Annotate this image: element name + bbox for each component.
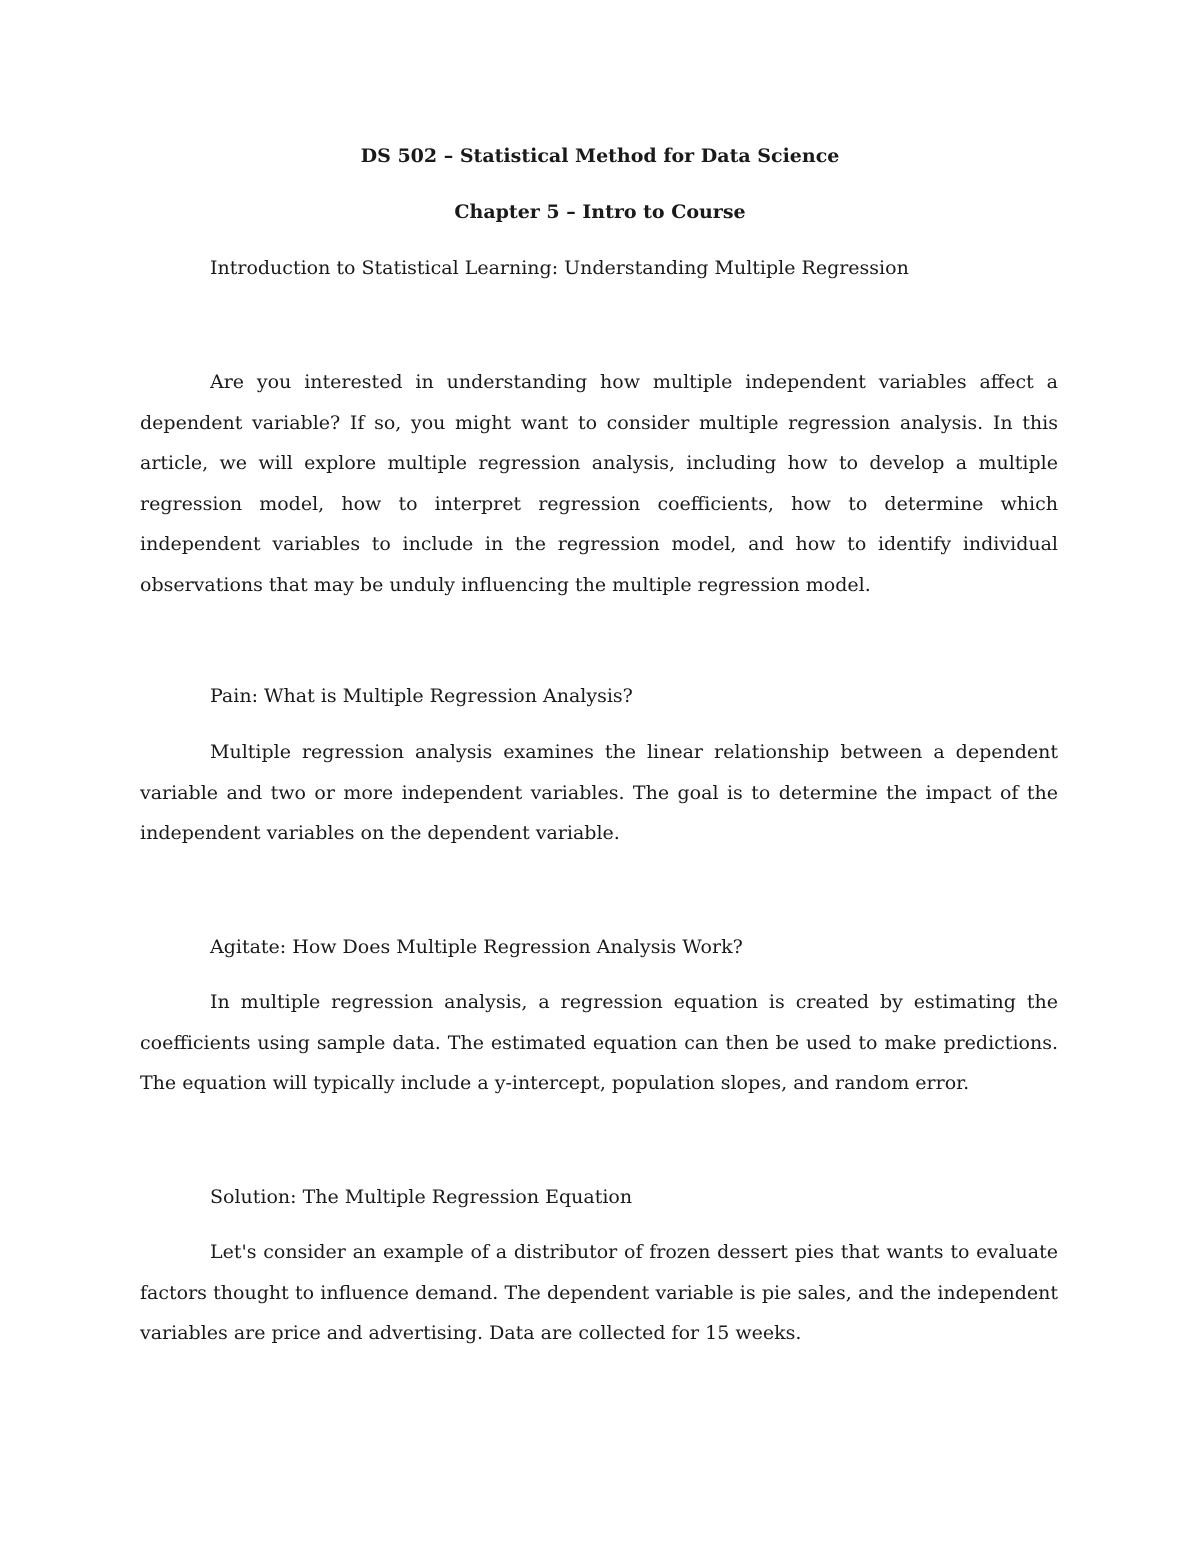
section-body-pain: Multiple regression analysis examines the linear relationship between a dependent variable and two or more independent variables. The goal is to determine the impact of the independent variables on the dependent variable.	[140, 741, 1058, 844]
section-heading-agitate: Agitate: How Does Multiple Regression Analysis Work?	[210, 936, 743, 958]
section-heading-solution: Solution: The Multiple Regression Equation	[210, 1186, 633, 1208]
chapter-title: Chapter 5 – Intro to Course	[454, 201, 746, 223]
section-body-solution: Let's consider an example of a distributor of frozen dessert pies that wants to evaluate factors thought to influence demand. The dependent variable is pie sales, and the independent variables are price and advertising. Data are collected for 15 weeks.	[140, 1241, 1058, 1344]
section-body-agitate: In multiple regression analysis, a regression equation is created by estimating the coefficients using sample data. The estimated equation can then be used to make predictions. The equation will typically include a y-intercept, population slopes, and random error.	[140, 991, 1058, 1094]
section-heading-pain: Pain: What is Multiple Regression Analysis?	[210, 685, 633, 707]
intro-paragraph: Are you interested in understanding how multiple independent variables affect a dependent variable? If so, you might want to consider multiple regression analysis. In this article, we will explore multiple regression analysis, including how to develop a multiple regression model, how to interpret regression coefficients, how to determine which independent variables to include in the regression model, and how to identify individual observations that may be unduly influencing the multiple regression model.	[140, 371, 1058, 596]
document-subtitle: Introduction to Statistical Learning: Understanding Multiple Regression	[210, 257, 909, 279]
course-title: DS 502 – Statistical Method for Data Science	[360, 145, 840, 167]
